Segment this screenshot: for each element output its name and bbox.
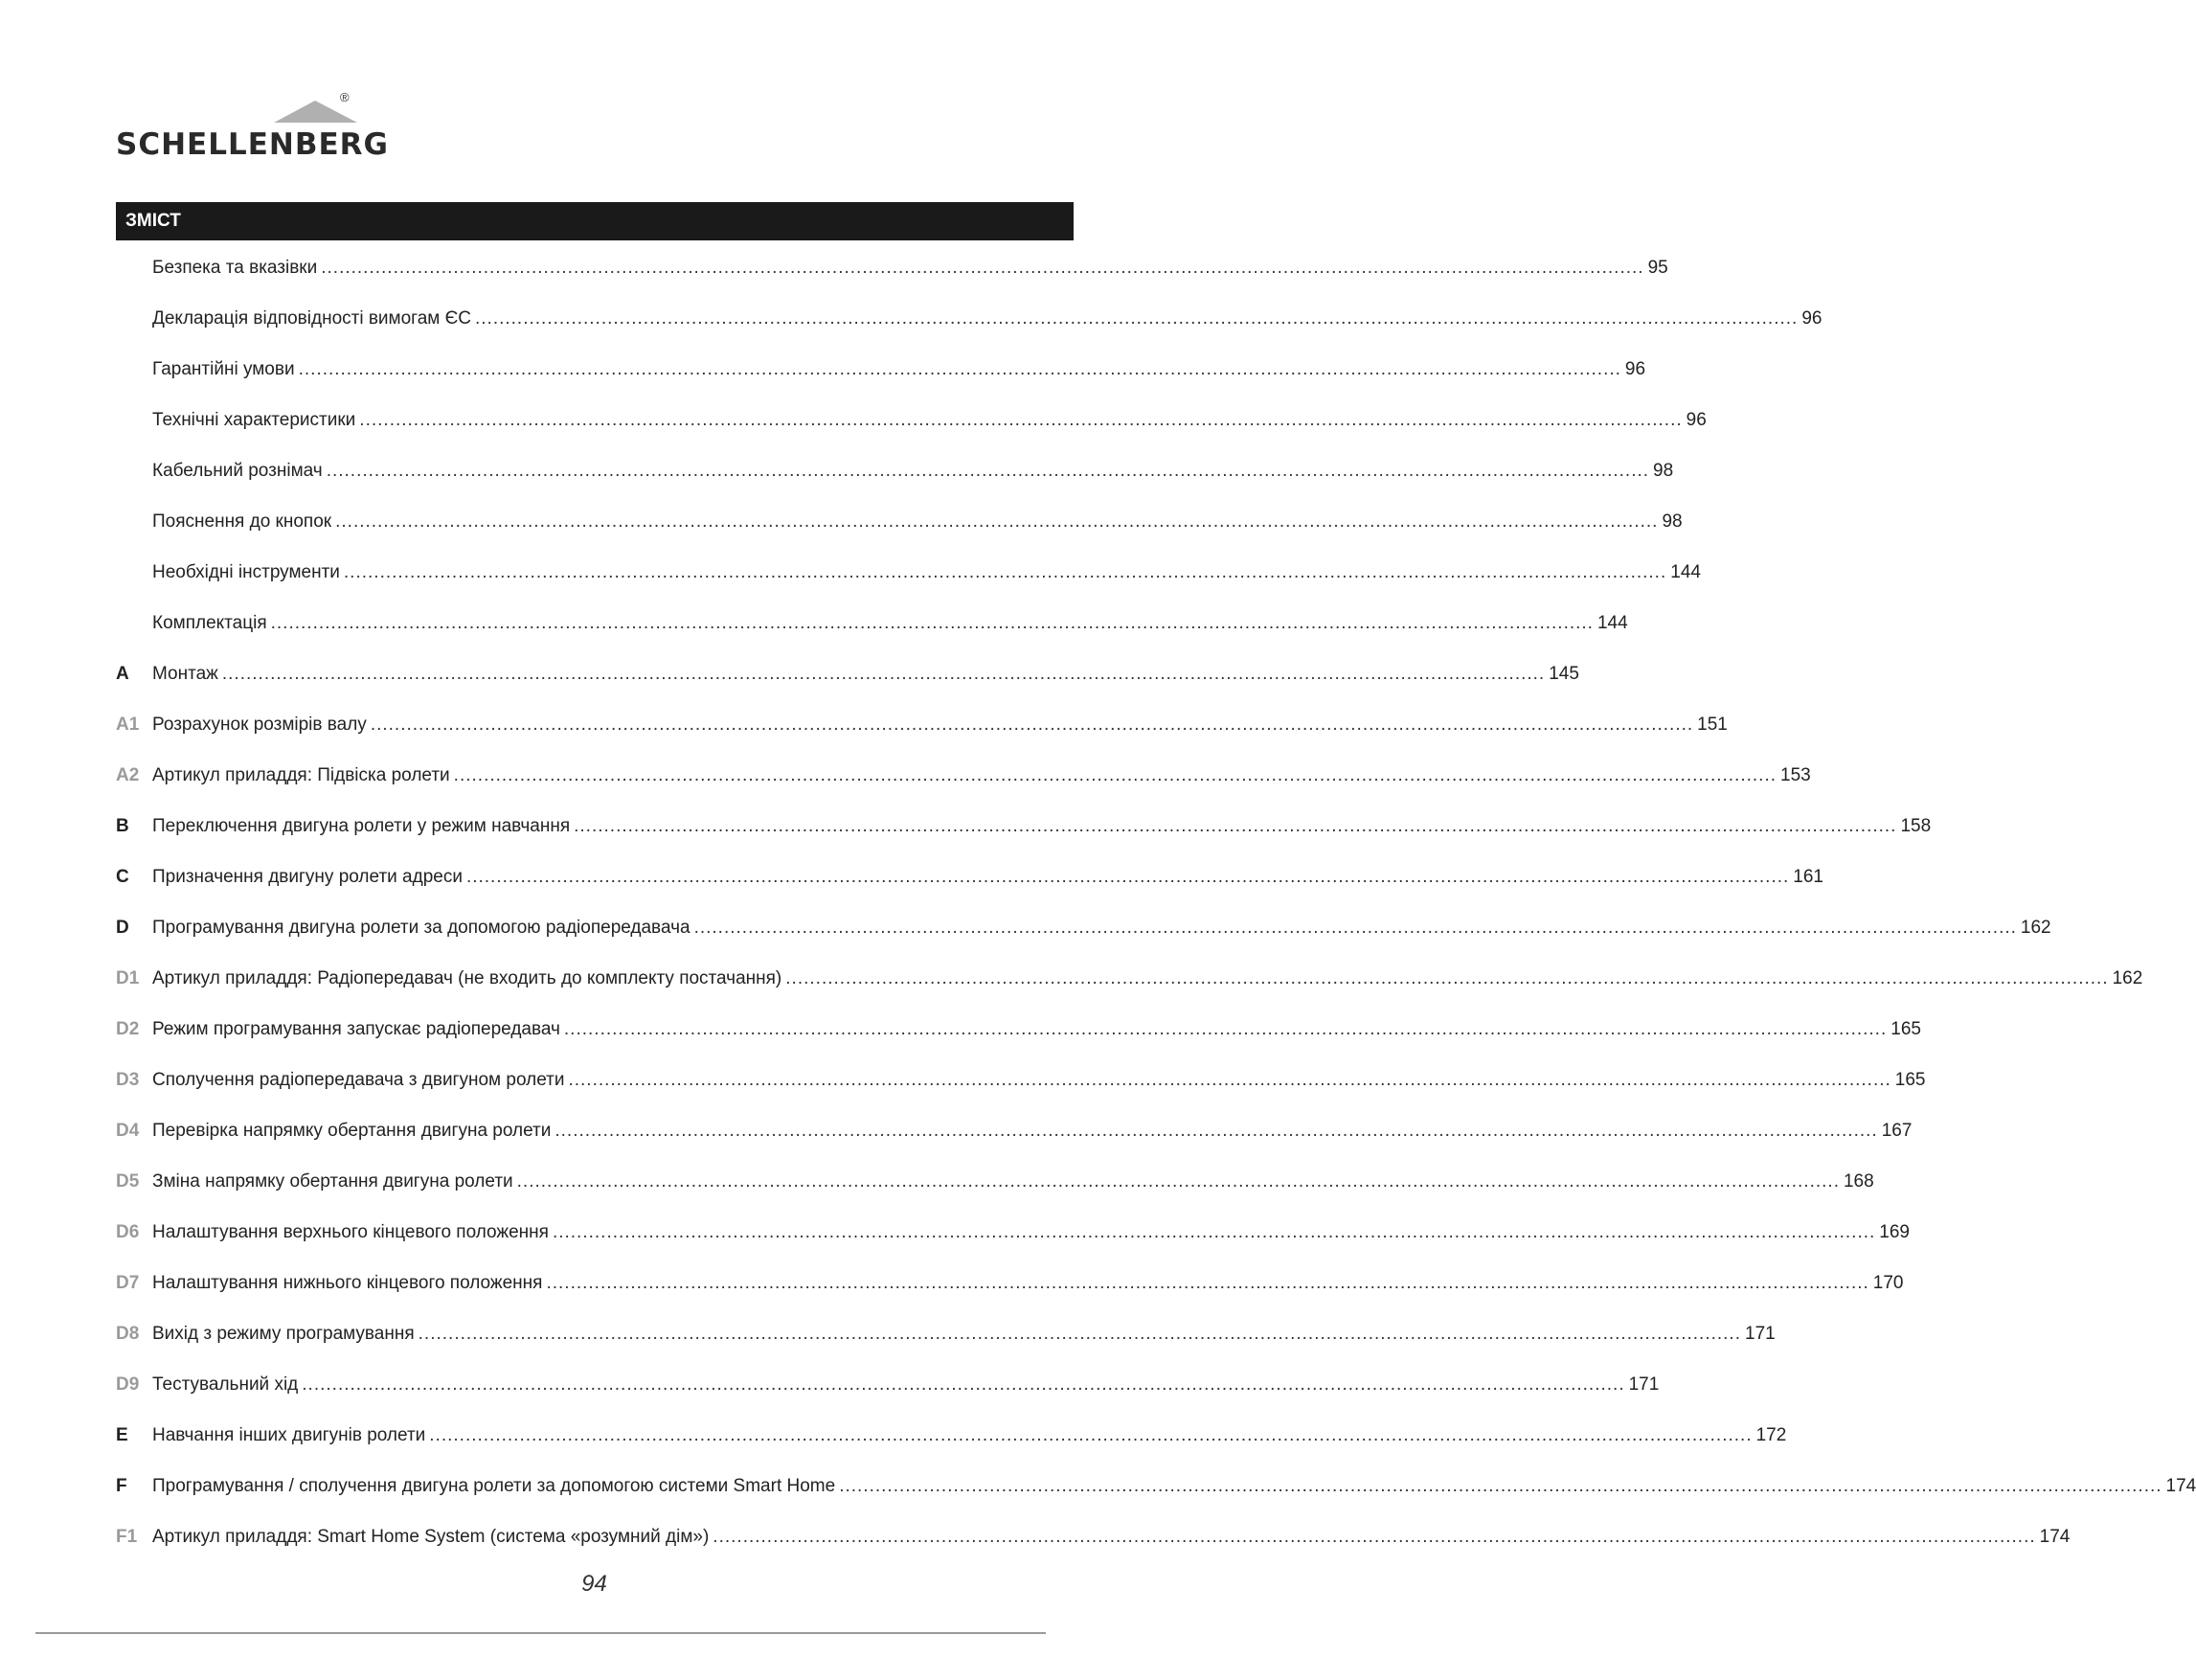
toc-entry[interactable] xyxy=(116,851,1823,902)
toc-entry-page: 162 xyxy=(2020,917,2051,938)
toc-leader-dots: ............................................................................................................................................................................................................................ xyxy=(465,866,1790,887)
toc-leader-dots: ............................................................................................................................................................................................................................ xyxy=(359,409,1683,430)
toc-entry-title: Перевірка напрямку обертання двигуна ролети xyxy=(152,1120,552,1141)
toc-leader-dots: ............................................................................................................................................................................................................................ xyxy=(563,1018,1888,1039)
toc-entry-page: 167 xyxy=(1881,1120,1913,1141)
toc-entry-page: 98 xyxy=(1662,511,1683,532)
toc-entry-code: D1 xyxy=(116,967,140,988)
toc-entry[interactable] xyxy=(116,395,1707,445)
toc-entry-code: D2 xyxy=(116,1018,140,1039)
toc-entry[interactable] xyxy=(116,953,2143,1004)
toc-leader-dots: ............................................................................................................................................................................................................................ xyxy=(453,764,1777,785)
toc-entry[interactable] xyxy=(116,1359,1660,1410)
toc-entry-page: 96 xyxy=(1686,409,1707,430)
toc-entry[interactable] xyxy=(116,902,2051,953)
toc-entry-title: Сполучення радіопередавача з двигуном ролети xyxy=(152,1069,565,1090)
toc-entry-page: 98 xyxy=(1653,460,1674,481)
toc-entry-title: Комплектація xyxy=(152,612,267,633)
toc-entry-code: F xyxy=(116,1475,127,1496)
toc-leader-dots: ............................................................................................................................................................................................................................ xyxy=(785,967,2109,988)
toc-entry-title: Переключення двигуна ролети у режим навчання xyxy=(152,815,571,836)
toc-entry-page: 165 xyxy=(1894,1069,1926,1090)
toc-entry-page: 95 xyxy=(1647,257,1668,278)
toc-leader-dots: ............................................................................................................................................................................................................................ xyxy=(418,1323,1741,1344)
toc-entry-page: 174 xyxy=(2039,1526,2071,1547)
toc-entry[interactable] xyxy=(116,1105,1913,1156)
toc-entry-title: Гарантійні умови xyxy=(152,358,295,379)
toc-entry-title: Монтаж xyxy=(152,663,218,684)
registered-mark: ® xyxy=(340,90,350,104)
toc-leader-dots: ............................................................................................................................................................................................................................ xyxy=(335,511,1659,532)
toc-entry[interactable] xyxy=(116,1461,2196,1511)
toc-entry-code: D9 xyxy=(116,1374,140,1395)
toc-entry-page: 96 xyxy=(1801,307,1822,329)
toc-entry-page: 162 xyxy=(2112,967,2143,988)
footer-rule xyxy=(35,1632,1046,1634)
toc-leader-dots: ............................................................................................................................................................................................................................ xyxy=(302,1374,1625,1395)
logo-wordmark: SCHELLENBERG xyxy=(116,127,389,162)
toc-leader-dots: ............................................................................................................................................................................................................................ xyxy=(574,815,1897,836)
toc-entry-page: 144 xyxy=(1670,561,1701,582)
toc-entry[interactable] xyxy=(116,344,1646,395)
toc-entry-page: 151 xyxy=(1697,714,1728,735)
toc-entry-title: Налаштування нижнього кінцевого положення xyxy=(152,1272,543,1293)
toc-entry-code: A xyxy=(116,663,129,684)
toc-entry-page: 153 xyxy=(1780,764,1811,785)
toc-entry-code: C xyxy=(116,866,129,887)
toc-list xyxy=(116,242,2196,1562)
toc-entry-code: B xyxy=(116,815,129,836)
toc-entry-title: Режим програмування запускає радіопередавач xyxy=(152,1018,560,1039)
toc-entry[interactable] xyxy=(116,1207,1910,1258)
toc-entry-code: D4 xyxy=(116,1120,140,1141)
toc-entry-title: Навчання інших двигунів ролети xyxy=(152,1424,426,1445)
toc-entry-title: Декларація відповідності вимогам ЄС xyxy=(152,307,471,329)
toc-entry[interactable] xyxy=(116,699,1728,750)
toc-leader-dots: ............................................................................................................................................................................................................................ xyxy=(270,612,1594,633)
toc-entry-page: 158 xyxy=(1900,815,1932,836)
toc-entry-title: Тестувальний хід xyxy=(152,1374,299,1395)
toc-entry-page: 161 xyxy=(1793,866,1823,887)
toc-entry-title: Безпека та вказівки xyxy=(152,257,318,278)
toc-leader-dots: ............................................................................................................................................................................................................................ xyxy=(370,714,1694,735)
toc-entry-code: D6 xyxy=(116,1221,140,1242)
toc-title: ЗМІСТ xyxy=(116,202,1074,240)
page-number: 94 xyxy=(581,1571,607,1597)
toc-entry-code: F1 xyxy=(116,1526,138,1547)
toc-entry-page: 165 xyxy=(1890,1018,1921,1039)
toc-entry-title: Артикул приладдя: Підвіска ролети xyxy=(152,764,450,785)
toc-leader-dots: ............................................................................................................................................................................................................................ xyxy=(568,1069,1891,1090)
toc-entry[interactable] xyxy=(116,1004,1921,1055)
toc-entry-page: 96 xyxy=(1624,358,1646,379)
toc-leader-dots: ............................................................................................................................................................................................................................ xyxy=(343,561,1667,582)
toc-leader-dots: ............................................................................................................................................................................................................................ xyxy=(221,663,1546,684)
toc-entry-title: Кабельний рознімач xyxy=(152,460,323,481)
toc-entry[interactable] xyxy=(116,547,1701,598)
toc-entry[interactable] xyxy=(116,1258,1904,1308)
toc-entry-code: A2 xyxy=(116,764,140,785)
toc-entry[interactable] xyxy=(116,242,1668,293)
toc-leader-dots: ............................................................................................................................................................................................................................ xyxy=(713,1526,2036,1547)
toc-entry-title: Програмування двигуна ролети за допомогою радіопередавача xyxy=(152,917,690,938)
toc-entry[interactable] xyxy=(116,801,1932,851)
toc-entry-page: 171 xyxy=(1745,1323,1776,1344)
toc-entry-code: D8 xyxy=(116,1323,140,1344)
toc-entry-title: Пояснення до кнопок xyxy=(152,511,332,532)
toc-leader-dots: ............................................................................................................................................................................................................................ xyxy=(693,917,2017,938)
toc-leader-dots: ............................................................................................................................................................................................................................ xyxy=(298,358,1621,379)
toc-entry-title: Вихід з режиму програмування xyxy=(152,1323,415,1344)
toc-entry[interactable] xyxy=(116,750,1811,801)
toc-entry-code: D7 xyxy=(116,1272,140,1293)
toc-entry-page: 174 xyxy=(2165,1475,2196,1496)
toc-entry-title: Артикул приладдя: Smart Home System (система «розумний дім») xyxy=(152,1526,710,1547)
toc-leader-dots: ............................................................................................................................................................................................................................ xyxy=(546,1272,1869,1293)
toc-leader-dots: ............................................................................................................................................................................................................................ xyxy=(516,1170,1840,1192)
toc-entry-title: Програмування / сполучення двигуна ролети за допомогою системи Smart Home xyxy=(152,1475,836,1496)
toc-entry[interactable] xyxy=(116,1156,1874,1207)
toc-leader-dots: ............................................................................................................................................................................................................................ xyxy=(429,1424,1753,1445)
toc-entry[interactable] xyxy=(116,293,1822,344)
toc-entry-page: 168 xyxy=(1843,1170,1874,1192)
toc-leader-dots: ............................................................................................................................................................................................................................ xyxy=(326,460,1650,481)
toc-entry-code: D5 xyxy=(116,1170,140,1192)
toc-entry[interactable] xyxy=(116,648,1579,699)
toc-entry-page: 169 xyxy=(1879,1221,1910,1242)
toc-entry[interactable] xyxy=(116,1055,1926,1105)
toc-entry-title: Налаштування верхнього кінцевого положення xyxy=(152,1221,549,1242)
brand-logo xyxy=(116,90,389,165)
toc-entry-title: Артикул приладдя: Радіопередавач (не входить до комплекту постачання) xyxy=(152,967,782,988)
toc-entry-page: 170 xyxy=(1872,1272,1904,1293)
toc-entry-code: D xyxy=(116,917,129,938)
toc-leader-dots: ............................................................................................................................................................................................................................ xyxy=(555,1120,1878,1141)
toc-leader-dots: ............................................................................................................................................................................................................................ xyxy=(321,257,1644,278)
toc-entry-page: 144 xyxy=(1596,612,1628,633)
toc-entry[interactable] xyxy=(116,1511,2071,1562)
toc-entry-title: Зміна напрямку обертання двигуна ролети xyxy=(152,1170,513,1192)
toc-entry[interactable] xyxy=(116,1410,1787,1461)
toc-entry-page: 171 xyxy=(1628,1374,1660,1395)
toc-entry-code: D3 xyxy=(116,1069,140,1090)
toc-leader-dots: ............................................................................................................................................................................................................................ xyxy=(839,1475,2162,1496)
toc-entry-title: Технічні характеристики xyxy=(152,409,356,430)
toc-entry-title: Призначення двигуну ролети адреси xyxy=(152,866,463,887)
toc-entry-title: Розрахунок розмірів валу xyxy=(152,714,367,735)
toc-entry-page: 145 xyxy=(1549,663,1579,684)
toc-entry[interactable] xyxy=(116,496,1683,547)
toc-entry-page: 172 xyxy=(1755,1424,1787,1445)
toc-entry-code: E xyxy=(116,1424,128,1445)
toc-leader-dots: ............................................................................................................................................................................................................................ xyxy=(552,1221,1876,1242)
toc-entry[interactable] xyxy=(116,1308,1776,1359)
toc-entry[interactable] xyxy=(116,445,1674,496)
toc-entry[interactable] xyxy=(116,598,1628,648)
toc-entry-title: Необхідні інструменти xyxy=(152,561,340,582)
toc-leader-dots: ............................................................................................................................................................................................................................ xyxy=(474,307,1799,329)
toc-entry-code: A1 xyxy=(116,714,140,735)
